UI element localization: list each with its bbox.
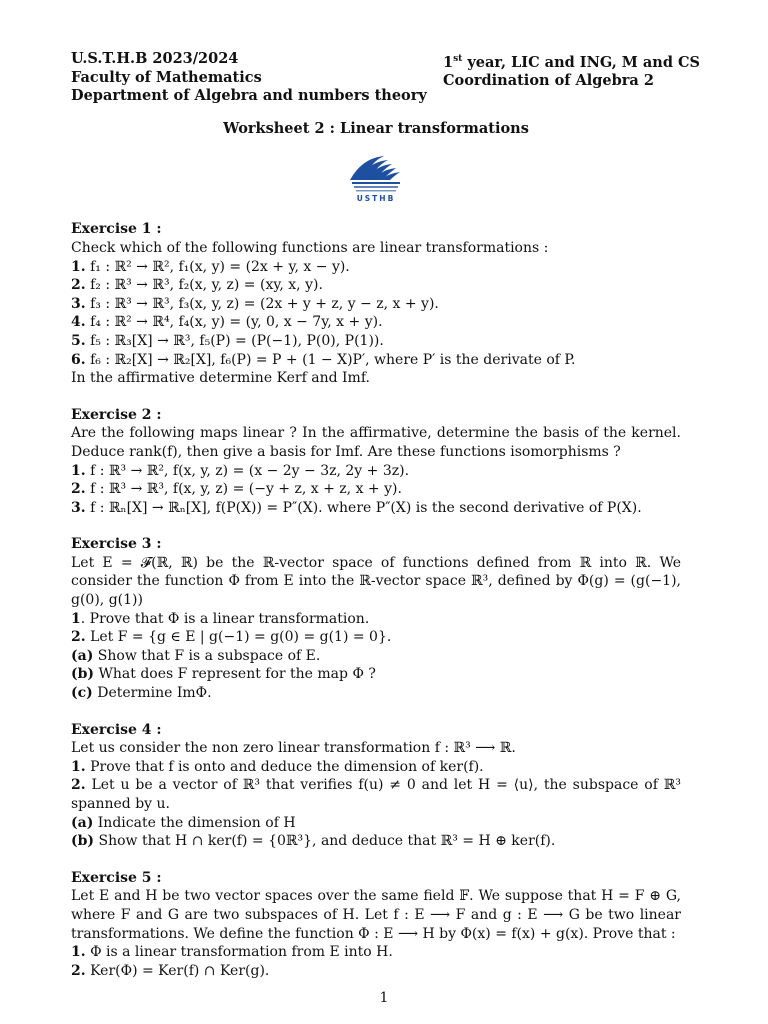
item-text: f₅ : ℝ₃[X] → ℝ³, f₅(P) = (P(−1), P(0), P(1)). bbox=[85, 332, 384, 349]
exercise-1 bbox=[71, 220, 681, 387]
header-left bbox=[71, 50, 427, 106]
item-number: 2. bbox=[71, 481, 86, 498]
item-number: 1. bbox=[71, 758, 86, 775]
item-text: f : ℝₙ[X] → ℝₙ[X], f(P(X)) = P″(X). where P″(X) is the second derivative of P(X). bbox=[85, 499, 642, 516]
exercise-line bbox=[71, 758, 681, 777]
item-text: f₁ : ℝ² → ℝ², f₁(x, y) = (2x + y, x − y). bbox=[85, 258, 350, 275]
item-number: 1. bbox=[71, 258, 86, 275]
exercise-line bbox=[71, 369, 681, 388]
usthb-logo-icon bbox=[344, 150, 408, 202]
exercise-line bbox=[71, 462, 681, 481]
item-text: . Prove that Φ is a linear transformation. bbox=[80, 610, 370, 627]
item-number: (a) bbox=[71, 647, 94, 664]
item-text: Let E = 𝓕(ℝ, ℝ) be the ℝ-vector space of functions defined from ℝ into ℝ. We consider the function Φ from E into the ℝ-vector space ℝ³, defined by Φ(g) = (g(−1), g(0), g(1)) bbox=[71, 554, 681, 609]
item-text: f₄ : ℝ² → ℝ⁴, f₄(x, y) = (y, 0, x − 7y, x + y). bbox=[85, 314, 383, 331]
exercise-line bbox=[71, 480, 681, 499]
item-text: What does F represent for the map Φ ? bbox=[94, 666, 376, 683]
item-text: Are the following maps linear ? In the affirmative, determine the basis of the kernel. Deduce rank(f), then give a basis for Imf. Are these functions isomorphisms ? bbox=[71, 425, 681, 460]
item-text: f₆ : ℝ₂[X] → ℝ₂[X], f₆(P) = P + (1 − X)P′, where P′ is the derivate of P. bbox=[85, 351, 576, 368]
exercise-line bbox=[71, 665, 681, 684]
item-text: f₂ : ℝ³ → ℝ³, f₂(x, y, z) = (xy, x, y). bbox=[85, 277, 323, 294]
exercise-line bbox=[71, 295, 681, 314]
item-text: Φ is a linear transformation from E into H. bbox=[85, 944, 393, 961]
item-number: 3. bbox=[71, 499, 86, 516]
item-text: f₃ : ℝ³ → ℝ³, f₃(x, y, z) = (2x + y + z, y − z, x + y). bbox=[85, 295, 439, 312]
header-faculty: Faculty of Mathematics bbox=[71, 68, 262, 86]
item-number: 1 bbox=[71, 610, 81, 627]
exercise-line bbox=[71, 887, 681, 943]
item-number: (c) bbox=[71, 685, 93, 702]
item-number: 4. bbox=[71, 314, 86, 331]
exercise-line bbox=[71, 943, 681, 962]
header-year: 1st year, LIC and ING, M and CS bbox=[443, 53, 701, 71]
item-text: Show that H ∩ ker(f) = {0ℝ³}, and deduce that ℝ³ = H ⊕ ker(f). bbox=[94, 833, 556, 850]
exercise-line bbox=[71, 554, 681, 610]
item-number: 5. bbox=[71, 332, 86, 349]
worksheet-title: Worksheet 2 : Linear transformations bbox=[223, 119, 529, 137]
exercise-line bbox=[71, 776, 681, 813]
header-right bbox=[443, 50, 700, 91]
item-text: Indicate the dimension of H bbox=[93, 814, 296, 831]
usthb-logo bbox=[71, 150, 681, 202]
item-text: Let F = {g ∈ E | g(−1) = g(0) = g(1) = 0}. bbox=[85, 629, 392, 646]
exercise-line bbox=[71, 313, 681, 332]
exercise-line bbox=[71, 258, 681, 277]
item-text: Determine ImΦ. bbox=[92, 685, 212, 702]
exercise-line bbox=[71, 499, 681, 518]
page-number: 1 bbox=[379, 990, 389, 1006]
exercise-5 bbox=[71, 869, 681, 981]
item-text: Prove that f is onto and deduce the dimension of ker(f). bbox=[85, 758, 484, 775]
item-number: (b) bbox=[71, 833, 95, 850]
item-number: 2. bbox=[71, 962, 86, 979]
item-number: 2. bbox=[71, 777, 86, 794]
exercise-line bbox=[71, 610, 681, 629]
item-number: 3. bbox=[71, 295, 86, 312]
exercise-title: Exercise 1 : bbox=[71, 221, 162, 238]
exercise-2 bbox=[71, 406, 681, 518]
exercise-line bbox=[71, 647, 681, 666]
exercises-list bbox=[71, 220, 681, 980]
exercise-title: Exercise 4 : bbox=[71, 721, 162, 738]
exercise-line bbox=[71, 351, 681, 370]
item-text: Let u be a vector of ℝ³ that verifies f(u) ≠ 0 and let H = ⟨u⟩, the subspace of ℝ³ spanned by u. bbox=[71, 777, 681, 812]
item-text: f : ℝ³ → ℝ³, f(x, y, z) = (−y + z, x + z, x + y). bbox=[85, 481, 402, 498]
item-text: Let E and H be two vector spaces over the same field 𝔽. We suppose that H = F ⊕ G, where F and G are two subspaces of H. Let f : E ⟶ F and g : E ⟶ G be two linear transformations. We define the function Φ : E ⟶ H by Φ(x) = f(x) + g(x). Prove that : bbox=[71, 888, 681, 942]
exercise-title: Exercise 2 : bbox=[71, 406, 162, 423]
exercise-line bbox=[71, 962, 681, 981]
item-text: Ker(Φ) = Ker(f) ∩ Ker(g). bbox=[85, 962, 270, 979]
exercise-line bbox=[71, 814, 681, 833]
header-university: U.S.T.H.B 2023/2024 bbox=[71, 50, 239, 67]
svg-text:USTHB: USTHB bbox=[356, 194, 396, 203]
exercise-line bbox=[71, 739, 681, 758]
item-text: In the affirmative determine Kerf and Imf. bbox=[71, 370, 370, 387]
exercise-line bbox=[71, 276, 681, 295]
document-header bbox=[71, 50, 701, 106]
exercise-title: Exercise 3 : bbox=[71, 536, 162, 553]
exercise-line bbox=[71, 239, 681, 258]
worksheet-page bbox=[71, 50, 701, 998]
item-number: 1. bbox=[71, 462, 86, 479]
item-text: Let us consider the non zero linear transformation f : ℝ³ ⟶ ℝ. bbox=[71, 740, 516, 757]
item-text: Show that F is a subspace of E. bbox=[93, 647, 321, 664]
exercise-3 bbox=[71, 535, 681, 702]
item-number: (b) bbox=[71, 666, 95, 683]
exercise-line bbox=[71, 832, 681, 851]
exercise-line bbox=[71, 424, 681, 461]
item-number: 2. bbox=[71, 277, 86, 294]
exercise-line bbox=[71, 332, 681, 351]
item-text: f : ℝ³ → ℝ², f(x, y, z) = (x − 2y − 3z, 2y + 3z). bbox=[85, 462, 410, 479]
item-number: 1. bbox=[71, 944, 86, 961]
exercise-line bbox=[71, 628, 681, 647]
item-number: (a) bbox=[71, 814, 94, 831]
item-number: 6. bbox=[71, 351, 86, 368]
header-coordination: Coordination of Algebra 2 bbox=[443, 72, 654, 90]
exercise-line bbox=[71, 684, 681, 703]
exercise-4 bbox=[71, 721, 681, 851]
item-number: 2. bbox=[71, 629, 86, 646]
exercise-title: Exercise 5 : bbox=[71, 869, 162, 886]
header-department: Department of Algebra and numbers theory bbox=[71, 87, 427, 105]
item-text: Check which of the following functions are linear transformations : bbox=[71, 239, 549, 256]
